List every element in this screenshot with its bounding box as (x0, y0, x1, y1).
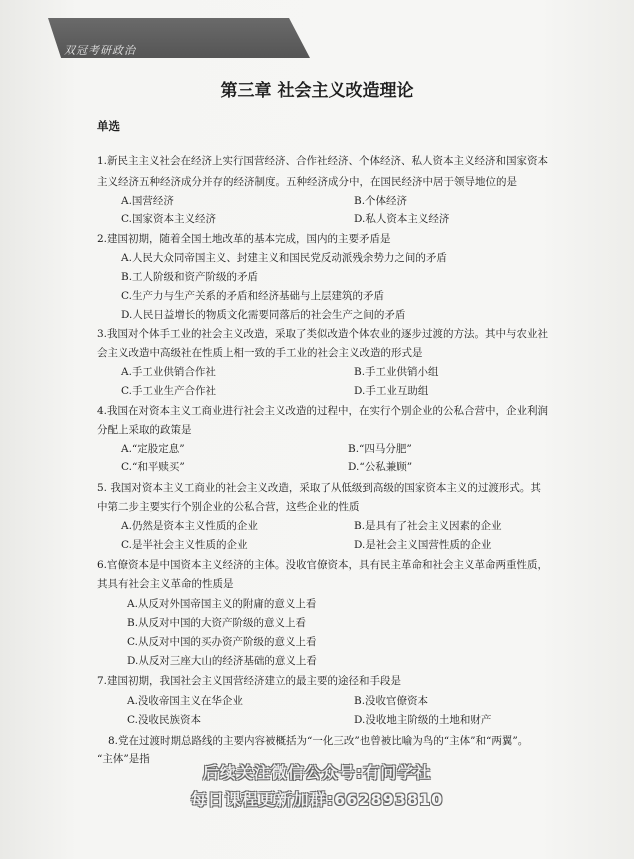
question-4-option-a: A.“定股定息” (121, 443, 185, 455)
question-1-line-1: 1.新民主主义社会在经济上实行国营经济、合作社经济、个体经济、私人资本主义经济和国家资本 (97, 155, 549, 167)
question-3-option-c: C.手工业生产合作社 (121, 385, 216, 397)
question-6-line-2: 其具有社会主义革命的性质是 (97, 578, 234, 590)
question-5-option-c: C.是半社会主义性质的企业 (121, 539, 248, 551)
question-7-option-b: B.没收官僚资本 (354, 695, 429, 707)
question-1-option-b: B.个体经济 (354, 195, 408, 207)
question-3-option-a: A.手工业供销合作社 (121, 366, 216, 378)
question-8-line-1: 8.党在过渡时期总路线的主要内容被概括为“一化三改”也曾被比喻为鸟的“主体”和“两翼”。 (108, 735, 529, 747)
question-3-line-2: 会主义改造中高级社在性质上相一致的手工业的社会主义改造的形式是 (97, 347, 423, 359)
watermark-line-2: 每日课程更新加群:662893810 (190, 790, 444, 809)
question-5-option-a: A.仍然是资本主义性质的企业 (121, 520, 258, 532)
chapter-title: 第三章 社会主义改造理论 (220, 81, 414, 101)
question-2-option-c: C.生产力与生产关系的矛盾和经济基础与上层建筑的矛盾 (121, 290, 384, 302)
question-1-line-2: 主义经济五种经济成分并存的经济制度。五种经济成分中，在国民经济中居于领导地位的是 (97, 176, 517, 188)
question-5-option-b: B.是具有了社会主义因素的企业 (354, 520, 502, 532)
question-7-option-a: A.没收帝国主义在华企业 (127, 695, 243, 707)
question-6-line-1: 6.官僚资本是中国资本主义经济的主体。没收官僚资本，具有民主革命和社会主义革命两重性质， (97, 559, 549, 571)
question-5-line-1: 5. 我国对资本主义工商业的社会主义改造，采取了从低级到高级的国家资本主义的过渡形式。其 (97, 482, 541, 494)
question-5-option-d: D.是社会主义国营性质的企业 (354, 539, 492, 551)
question-2-line-1: 2.建国初期，随着全国土地改革的基本完成，国内的主要矛盾是 (97, 233, 391, 245)
question-6-option-c: C.从反对中国的买办资产阶级的意义上看 (127, 636, 317, 648)
question-5-line-2: 中第二步主要实行个别企业的公私合营，这些企业的性质 (97, 501, 360, 513)
question-2-option-a: A.人民大众同帝国主义、封建主义和国民党反动派残余势力之间的矛盾 (121, 252, 447, 264)
question-7-option-c: C.没收民族资本 (127, 714, 201, 726)
question-3-line-1: 3.我国对个体手工业的社会主义改造，采取了类似改造个体农业的逐步过渡的方法。其中与农业社 (97, 328, 549, 340)
section-label: 单选 (97, 119, 120, 133)
question-7-option-d: D.没收地主阶级的土地和财产 (354, 714, 492, 726)
series-header: 双冠考研政治 (64, 44, 136, 57)
question-6-option-a: A.从反对外国帝国主义的附庸的意义上看 (127, 598, 317, 610)
question-4-line-2: 分配上采取的政策是 (97, 424, 192, 436)
question-3-option-d: D.手工业互助组 (354, 385, 429, 397)
question-7-line-1: 7.建国初期，我国社会主义国营经济建立的最主要的途径和手段是 (97, 675, 402, 687)
question-4-option-b: B.“四马分肥” (348, 443, 412, 455)
question-4-line-1: 4.我国在对资本主义工商业进行社会主义改造的过程中，在实行个别企业的公私合营中，企业利润 (97, 405, 549, 417)
question-8-line-2: “主体”是指 (97, 753, 150, 765)
question-2-option-d: D.人民日益增长的物质文化需要同落后的社会生产之间的矛盾 (121, 309, 406, 321)
question-1-option-a: A.国营经济 (121, 195, 174, 207)
question-3-option-b: B.手工业供销小组 (354, 366, 439, 378)
watermark-line-1: 后续关注微信公众号:有问学社 (202, 763, 432, 782)
question-1-option-c: C.国家资本主义经济 (121, 213, 216, 225)
question-4-option-c: C.“和平赎买” (121, 461, 185, 473)
question-4-option-d: D.“公私兼顾” (348, 461, 413, 473)
question-6-option-d: D.从反对三座大山的经济基础的意义上看 (127, 655, 317, 667)
question-2-option-b: B.工人阶级和资产阶级的矛盾 (121, 271, 259, 283)
question-6-option-b: B.从反对中国的大资产阶级的意义上看 (127, 617, 307, 629)
question-1-option-d: D.私人资本主义经济 (354, 213, 450, 225)
